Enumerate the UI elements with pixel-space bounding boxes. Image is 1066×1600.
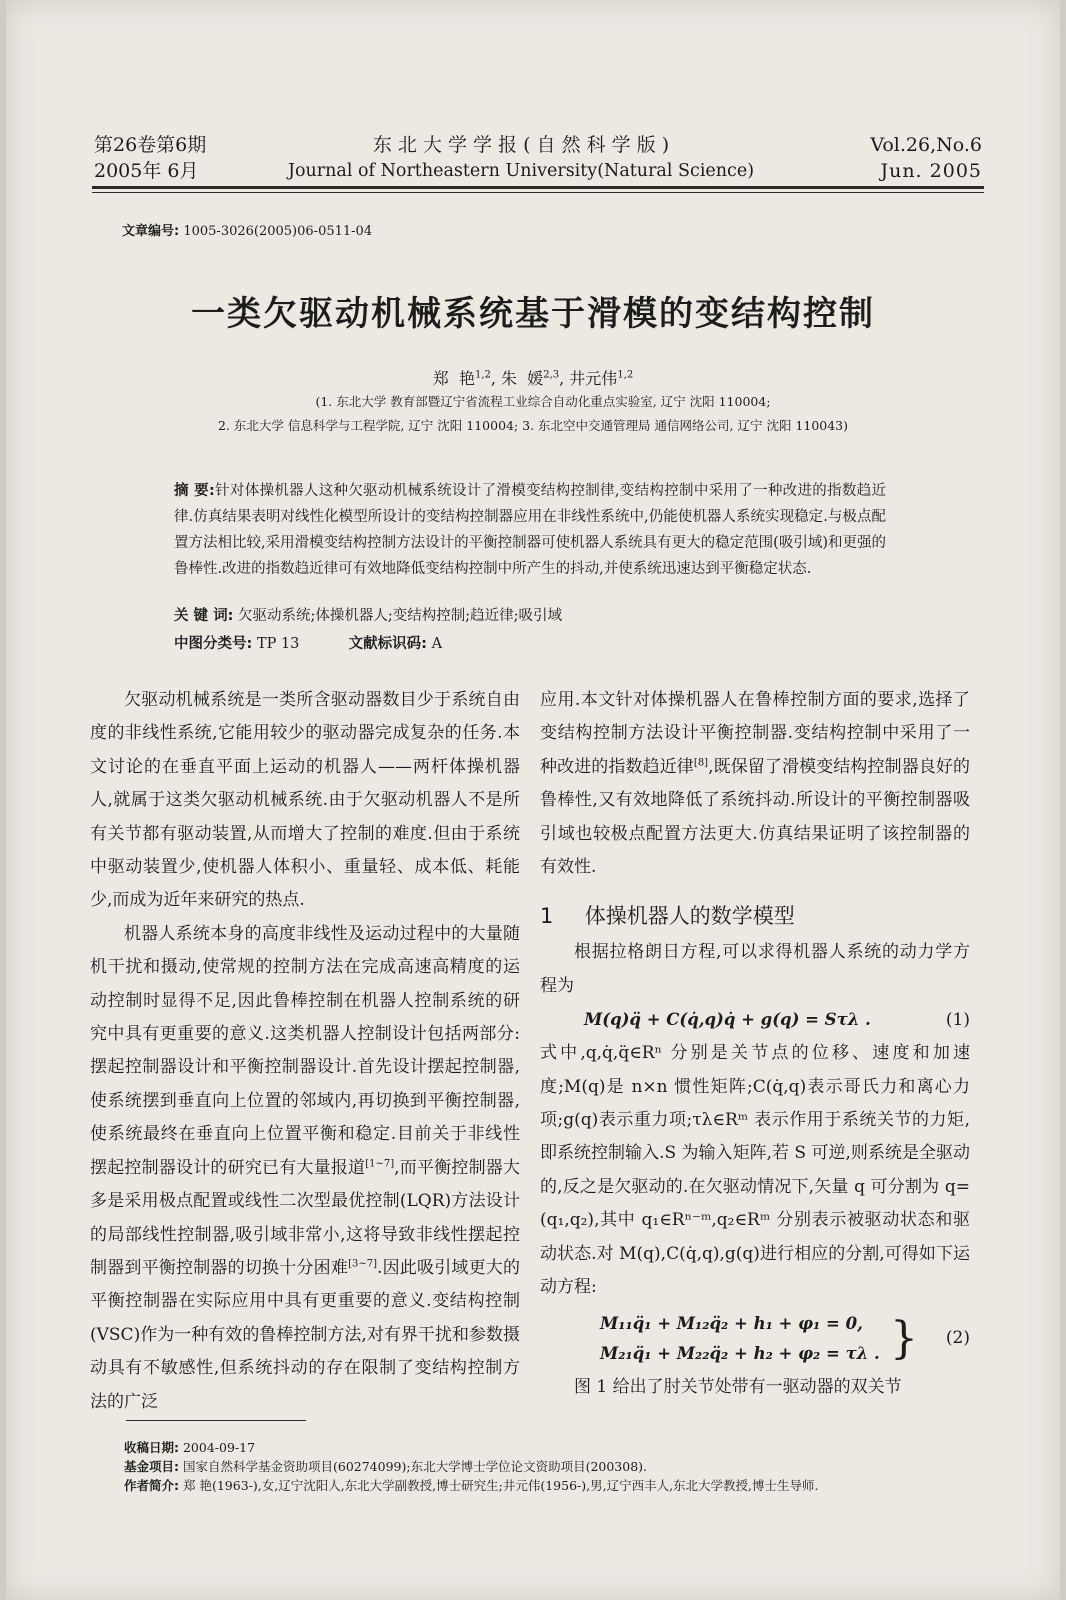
intro-paragraph-2: 机器人系统本身的高度非线性及运动过程中的大量随机干扰和摄动,使常规的控制方法在完成高速高精度的运动控制时显得不足,因此鲁棒控制在机器人控制系统的研究中具有更重要的意义.这类机器人控制设计包括两部分:摆起控制器设计和平衡控制器设计.首先设计摆起控制器,使系统摆到垂直向上位置的邻域内,再切换到平衡控制器,使系统最终在垂直向上位置平衡和稳定.目前关于非线性摆起控制器设计的研究已有大量报道[1~7],而平衡控制器大多是采用极点配置或线性二次型最优控制(LQR)方法设计的局部线性控制器,吸引域非常小,这将导致非线性摆起控制器到平衡控制器的切换十分困难[3~7].因此吸引域更大的平衡控制器在实际应用中具有更重要的意义.变结构控制(VSC)作为一种有效的鲁棒控制方法,对有界干扰和参数摄动具有不敏感性,但系统抖动的存在限制了变结构控制方法的广泛 <box>90 923 521 1412</box>
equation-1-number: (1) <box>945 1010 970 1031</box>
header-rule-thick <box>92 186 984 189</box>
equation-2-line1: M₁₁q̈₁ + M₁₂q̈₂ + h₁ + φ₁ = 0, <box>600 1313 863 1333</box>
classification <box>174 632 442 653</box>
keywords-text: 欠驱动系统;体操机器人;变结构控制;趋近律;吸引域 <box>238 608 563 624</box>
section-heading <box>540 896 970 936</box>
right-column <box>540 684 970 1404</box>
abstract-label: 摘 要: <box>174 483 215 499</box>
footnote-received: 收稿日期: 2004-09-17 <box>124 1440 256 1455</box>
article-number <box>122 222 372 242</box>
model-paragraph-2: 式中,q,q̇,q̈∈Rⁿ 分别是关节点的位移、速度和加速度;M(q)是 n×n 惯性矩阵;C(q̇,q)表示哥氏力和离心力项;g(q)表示重力项;τλ∈Rᵐ 表示作用于系统关节的力矩,即系统控制输入.S 为输入矩阵,若 S 可逆,则系统是全驱动的,反之是欠驱动的.在欠驱动情况下,矢量 q 可分割为 q=(q₁,q₂),其中 q₁∈Rⁿ⁻ᵐ,q₂∈Rᵐ 分别表示被驱动状态和驱动状态.对 M(q),C(q̇,q),g(q)进行相应的分割,可得如下运动方程: <box>540 1043 970 1298</box>
affiliation-2: 2. 东北大学 信息科学与工程学院, 辽宁 沈阳 110004; 3. 东北空中交通管理局 通信网络公司, 辽宁 沈阳 110043) <box>217 418 849 433</box>
doc-code-value: A <box>431 636 443 652</box>
abstract-text: 针对体操机器人这种欠驱动机械系统设计了滑模变结构控制律,变结构控制中采用了一种改进的指数趋近律.仿真结果表明对线性化模型所设计的变结构控制器应用在非线性系统中,仍能使机器人系统实现稳定.与极点配置方法相比较,采用滑模变结构控制方法设计的平衡控制器可使机器人系统具有更大的稳定范围(吸引域)和更强的鲁棒性.改进的指数趋近律可有效地降低变结构控制中所产生的抖动,并使系统迅速达到平衡稳定状态. <box>174 483 886 577</box>
journal-page <box>6 0 1060 1600</box>
section-title: 体操机器人的数学模型 <box>584 904 795 929</box>
affiliation-1: (1. 东北大学 教育部暨辽宁省流程工业综合自动化重点实验室, 辽宁 沈阳 110004; <box>315 394 771 409</box>
footnote-author: 作者简介: 郑 艳(1963-),女,辽宁沈阳人,东北大学副教授,博士研究生;井元伟(1956-),男,辽宁西丰人,东北大学教授,博士生导师. <box>124 1478 819 1493</box>
doc-code-label: 文献标识码: <box>348 636 427 652</box>
intro-paragraph-3: 应用.本文针对体操机器人在鲁棒控制方面的要求,选择了变结构控制方法设计平衡控制器.变结构控制中采用了一种改进的指数趋近律[8],既保留了滑模变结构控制器良好的鲁棒性,又有效地降低了系统抖动.所设计的平衡控制器吸引域也较极点配置方法更大.仿真结果证明了该控制器的有效性. <box>540 690 971 878</box>
header-rule-thin <box>92 192 984 193</box>
article-number-value: 1005-3026(2005)06-0511-04 <box>183 224 373 239</box>
abstract <box>174 478 886 582</box>
keywords <box>174 604 562 625</box>
equation-2-brace: } <box>890 1312 918 1364</box>
footnotes <box>124 1438 954 1495</box>
equation-2 <box>540 1305 970 1371</box>
header-journal-en: Journal of Northeastern University(Natural Science) <box>287 161 755 181</box>
equation-1 <box>540 1003 970 1037</box>
header-date: 2005年 6月 <box>94 160 199 182</box>
intro-paragraph-1: 欠驱动机械系统是一类所含驱动器数目少于系统自由度的非线性系统,它能用较少的驱动器完成复杂的任务.本文讨论的在垂直平面上运动的机器人——两杆体操机器人,就属于这类欠驱动机械系统.由于欠驱动机器人不是所有关节都有驱动装置,从而增大了控制的难度.但由于系统中驱动装置少,使机器人体积小、重量轻、成本低、耗能少,而成为近年来研究的热点. <box>90 690 520 911</box>
classification-value: TP 13 <box>256 636 300 652</box>
author-line: 郑 艳$^{1,2}$, 朱 媛$^{2,3}$, 井元伟$^{1,2}$ <box>432 369 634 388</box>
paper-title: 一类欠驱动机械系统基于滑模的变结构控制 <box>191 294 875 334</box>
header-volume-issue: 第26卷第6期 <box>94 134 207 156</box>
footnote-rule <box>126 1420 306 1421</box>
section-number: 1 <box>540 904 554 929</box>
equation-2-number: (2) <box>945 1327 970 1348</box>
header-journal-cn: 东 北 大 学 学 报 ( 自 然 科 学 版 ) <box>372 134 670 156</box>
header-vol-en: Vol.26,No.6 <box>870 134 982 156</box>
left-column <box>90 684 520 1419</box>
footnote-fund: 基金项目: 国家自然科学基金资助项目(60274099);东北大学博士学位论文资助项目(200308). <box>124 1459 648 1474</box>
equation-2-line2: M₂₁q̈₁ + M₂₂q̈₂ + h₂ + φ₂ = τλ . <box>600 1343 880 1363</box>
model-paragraph-1: 根据拉格朗日方程,可以求得机器人系统的动力学方程为 <box>540 942 970 996</box>
equation-1-body: M(q)q̈ + C(q̇,q)q̇ + g(q) = Sτλ . <box>584 1010 871 1030</box>
citation-1-7: [1~7] <box>365 1158 395 1170</box>
citation-8: [8] <box>693 757 709 769</box>
article-number-label: 文章编号: <box>122 224 180 239</box>
classification-label: 中图分类号: <box>174 636 253 652</box>
keywords-label: 关 键 词: <box>174 608 234 624</box>
header-date-en: Jun. 2005 <box>880 160 982 182</box>
model-paragraph-3: 图 1 给出了肘关节处带有一驱动器的双关节 <box>574 1376 902 1397</box>
citation-3-7: [3~7] <box>348 1258 377 1270</box>
